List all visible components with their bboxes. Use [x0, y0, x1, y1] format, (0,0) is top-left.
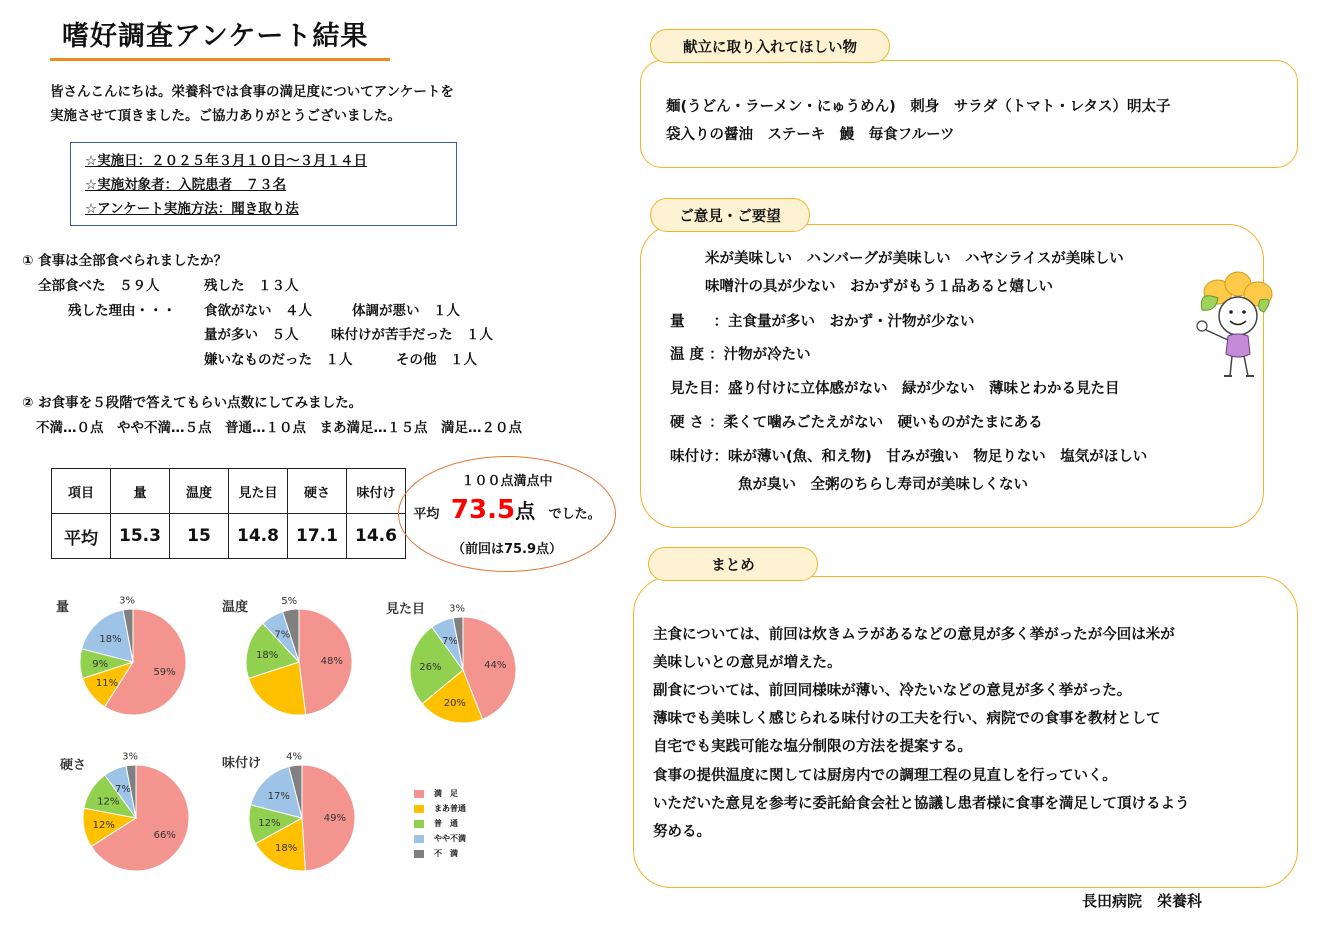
opinion-label: 味付け： — [670, 449, 728, 465]
pie-slice-label: 7% — [274, 629, 291, 641]
legend-swatch — [414, 805, 424, 813]
opinion-label: 硬 さ ： — [670, 415, 724, 431]
opinion-item — [670, 310, 975, 331]
pie-slice-label: 18% — [275, 842, 298, 854]
pie-slice-label: 18% — [256, 649, 279, 661]
table-header-cell: 硬さ — [288, 469, 347, 514]
footer-signature: 長田病院 栄養科 — [1082, 892, 1203, 910]
pie-title-hardness: 硬さ — [60, 758, 87, 773]
legend-label: 満 足 — [434, 789, 458, 798]
summary-line: 副食については、前回同様味が薄い、冷たいなどの意見が多く挙がった。 — [653, 683, 1132, 699]
requests-line: 袋入りの醤油 ステーキ 鰻 毎食フルーツ — [666, 127, 955, 143]
pie-slice-label: 7% — [115, 783, 131, 795]
legend-label: まあ普通 — [434, 804, 466, 813]
legend-swatch — [414, 790, 424, 798]
q1-reason: 体調が悪い １人 — [352, 303, 460, 319]
intro-line: 実施させて頂きました。ご協力ありがとうございました。 — [50, 108, 401, 124]
pie-slice-label: 20% — [443, 697, 466, 709]
opinion-text: 味が薄い(魚、和え物) 甘みが強い 物足りない 塩気がほしい — [728, 449, 1148, 465]
total-unit: 点 — [515, 499, 536, 523]
pie-title-temperature: 温度 — [222, 600, 249, 615]
summary-line: 食事の提供温度に関しては厨房内での調理工程の見直しを行っていく。 — [653, 768, 1117, 784]
pie-slice-label: 5% — [281, 595, 298, 607]
opinion-continuation: 魚が臭い 全粥のちらし寿司が美味しくない — [738, 477, 1028, 493]
pie-slice-label: 3% — [122, 751, 139, 763]
q1-left-over: 残した １３人 — [204, 278, 299, 294]
table-header-cell: 項目 — [52, 469, 111, 514]
requests-tab: 献立に取り入れてほしい物 — [650, 29, 890, 63]
legend-item — [414, 801, 466, 816]
opinion-item — [670, 377, 1120, 398]
opinions-tab: ご意見・ご要望 — [650, 198, 810, 232]
q1-reason-label: 残した理由・・・ — [68, 303, 176, 319]
legend-label: 普 通 — [434, 819, 458, 828]
pie-slice-label: 44% — [484, 659, 507, 671]
pie-charts — [0, 0, 640, 941]
legend-item — [414, 831, 466, 846]
survey-date: ☆実施日：２０２５年３月１０日～３月１４日 — [85, 153, 368, 169]
opinion-text: 盛り付けに立体感がない 緑が少ない 薄味とわかる見た目 — [728, 381, 1120, 397]
total-suffix: でした。 — [548, 507, 601, 522]
pie-slice-label: 12% — [92, 820, 115, 832]
table-header-cell: 温度 — [170, 469, 229, 514]
q1-reason: 味付けが苦手だった １人 — [331, 327, 493, 343]
opinion-label: 量 ： — [670, 314, 728, 330]
opinion-text: 汁物が冷たい — [723, 347, 811, 363]
legend-item — [414, 786, 466, 801]
intro-line: 皆さんこんにちは。栄養科では食事の満足度についてアンケートを — [50, 84, 454, 100]
q1-reason: 嫌いなものだった １人 — [204, 352, 353, 368]
table-cell: 15.3 — [111, 514, 170, 559]
opinion-item — [670, 411, 1043, 432]
pie-title-amount: 量 — [56, 600, 70, 615]
table-header-cell: 見た目 — [229, 469, 288, 514]
pie-slice-label: 3% — [119, 595, 136, 607]
pie-slice-label: 12% — [97, 796, 120, 808]
opinion-label: 温 度 ： — [670, 347, 724, 363]
q2-title: ② お食事を５段階で答えてもらい点数にしてみました。 — [22, 395, 363, 411]
requests-line: 麺(うどん・ラーメン・にゅうめん) 刺身 サラダ（トマト・レタス）明太子 — [666, 99, 1171, 115]
pie-title-appearance: 見た目 — [386, 602, 426, 617]
legend-swatch — [414, 850, 424, 858]
flower-mascot-illustration — [1188, 270, 1278, 385]
survey-target: ☆実施対象者：入院患者 ７３名 — [85, 177, 287, 193]
pie-slice-label: 3% — [449, 603, 466, 615]
legend-label: やや不満 — [434, 834, 466, 843]
legend-swatch — [414, 835, 424, 843]
survey-method: ☆アンケート実施方法：聞き取り法 — [85, 201, 299, 217]
opinion-general: 米が美味しい ハンバーグが美味しい ハヤシライスが美味しい — [705, 251, 1124, 267]
total-prefix: 平均 — [413, 507, 440, 522]
page-title: 嗜好調査アンケート結果 — [62, 21, 369, 52]
q1-title: ① 食事は全部食べられましたか？ — [22, 253, 228, 269]
pie-slice-label: 48% — [320, 655, 343, 667]
table-header-cell: 味付け — [347, 469, 406, 514]
q1-all-eaten: 全部食べた ５９人 — [38, 278, 160, 294]
q1-reason: 食欲がない ４人 — [204, 303, 312, 319]
pie-slice-label: 7% — [442, 635, 458, 647]
total-line1: １００点満点中 — [461, 474, 553, 489]
summary-tab: まとめ — [648, 547, 818, 581]
legend-item — [414, 846, 466, 861]
opinion-text: 柔くて噛みごたえがない 硬いものがたまにある — [723, 415, 1043, 431]
table-header-cell: 量 — [111, 469, 170, 514]
summary-line: 主食については、前回は炊きムラがあるなどの意見が多く挙がったが今回は米が — [653, 627, 1175, 643]
pie-slice-label: 9% — [92, 659, 109, 671]
summary-line: 薄味でも美味しく感じられる味付けの工夫を行い、病院での食事を教材として — [653, 711, 1161, 727]
table-cell: 15 — [170, 514, 229, 559]
total-previous: （前回は75.9点） — [451, 542, 563, 557]
opinion-item — [670, 343, 811, 364]
total-score: 73.5 — [450, 495, 516, 525]
table-cell: 14.8 — [229, 514, 288, 559]
table-cell: 17.1 — [288, 514, 347, 559]
pie-slice-label: 26% — [419, 661, 442, 673]
pie-title-seasoning: 味付け — [222, 756, 262, 771]
q1-reason: 量が多い ５人 — [204, 327, 299, 343]
summary-line: 美味しいとの意見が増えた。 — [653, 655, 842, 671]
legend-label: 不 満 — [434, 849, 458, 858]
pie-slice-label: 66% — [153, 829, 176, 841]
pie-slice-label: 4% — [286, 751, 303, 763]
pie-slice-label: 11% — [95, 678, 119, 690]
opinion-general: 味噌汁の具が少ない おかずがもう１品あると嬉しい — [705, 279, 1053, 295]
legend-item — [414, 816, 466, 831]
summary-line: 自宅でも実践可能な塩分制限の方法を提案する。 — [653, 739, 972, 755]
q1-reason: その他 １人 — [396, 352, 477, 368]
summary-line: いただいた意見を参考に委託給食会社と協議し患者様に食事を満足して頂けるよう — [653, 796, 1190, 812]
pie-slice-label: 12% — [258, 818, 281, 830]
opinion-label: 見た目： — [670, 381, 728, 397]
table-row-label: 平均 — [52, 514, 111, 559]
legend-swatch — [414, 820, 424, 828]
table-cell: 14.6 — [347, 514, 406, 559]
q2-scale: 不満…０点 やや不満…５点 普通…１０点 まあ満足…１５点 満足…２０点 — [36, 420, 522, 436]
pie-slice-label: 17% — [267, 790, 290, 802]
opinion-item — [670, 445, 1147, 466]
pie-slice-label: 18% — [99, 634, 122, 646]
summary-line: 努める。 — [653, 824, 711, 840]
pie-slice-label: 59% — [153, 667, 176, 679]
pie-slice-label: 49% — [323, 812, 346, 824]
pie-legend — [414, 786, 466, 861]
opinion-text: 主食量が多い おかず・汁物が少ない — [728, 314, 975, 330]
